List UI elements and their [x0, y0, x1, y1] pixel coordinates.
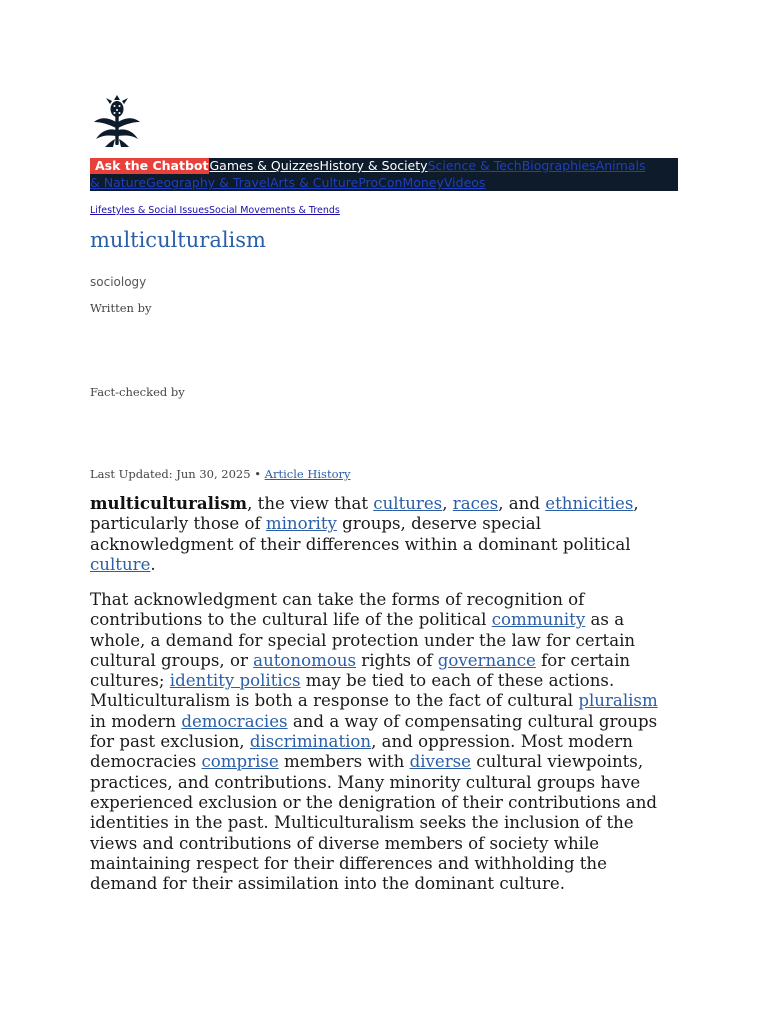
paragraph-text: cultural viewpoints, practices, and contributions. Many minority cultural groups have experienced exclusion or the denigration of their contributions and identities in the past. Multiculturalism seeks the inclusion of the views and contributions of diverse members of society while maintaining respect for their differences and withholding the demand for their assimilation into the dominant culture. [90, 752, 658, 894]
britannica-thistle-logo-icon[interactable] [92, 95, 142, 147]
link-identity-politics[interactable]: identity politics [169, 671, 301, 691]
paragraph-text: in modern [90, 711, 182, 731]
link-cultures[interactable]: cultures [373, 494, 443, 513]
breadcrumb-item-lifestyles-and-social-issues[interactable]: Lifestyles & Social Issues [90, 205, 210, 216]
link-comprise[interactable]: comprise [201, 752, 279, 772]
term-multiculturalism: multiculturalism [90, 493, 248, 513]
paragraph-text: rights of [356, 650, 438, 670]
link-ethnicities[interactable]: ethnicities [545, 494, 634, 513]
link-races[interactable]: races [452, 494, 499, 513]
link-pluralism[interactable]: pluralism [578, 691, 658, 711]
link-minority[interactable]: minority [265, 514, 337, 534]
paragraph-text: and a way of compensating cultural groups for past exclusion, [90, 711, 658, 752]
paragraph-text: , particularly those of [90, 494, 639, 534]
fact-checked-label: Fact-checked by [90, 385, 185, 399]
link-community[interactable]: community [491, 610, 586, 630]
paragraph-text: for certain cultures; [90, 650, 631, 691]
link-diverse[interactable]: diverse [409, 752, 471, 772]
article-paragraph-2 [90, 590, 678, 894]
nav-item-science-and-tech[interactable]: Science & Tech [427, 158, 522, 173]
nav-row-1 [90, 158, 678, 174]
nav-item-procon[interactable]: ProCon [358, 175, 403, 190]
nav-item-ask-the-chatbot[interactable]: Ask the Chatbot [90, 158, 209, 174]
thistle-icon [92, 95, 142, 147]
main-navigation [90, 158, 678, 191]
paragraph-text: That acknowledgment can take the forms of recognition of contributions to the cultural life of the political [90, 590, 585, 630]
link-autonomous[interactable]: autonomous [253, 650, 357, 670]
nav-item-biographies[interactable]: Biographies [521, 158, 596, 173]
paragraph-text: as a whole, a demand for special protection under the law for certain cultural groups, or [90, 610, 636, 670]
link-culture[interactable]: culture [90, 554, 151, 574]
nav-item-and-nature[interactable]: & Nature [90, 175, 147, 190]
nav-item-videos[interactable]: Videos [443, 175, 486, 190]
nav-item-games-and-quizzes[interactable]: Games & Quizzes [209, 158, 320, 173]
paragraph-text: , and [498, 494, 546, 513]
nav-item-geography-and-travel[interactable]: Geography & Travel [146, 175, 270, 190]
breadcrumb-item-social-movements-and-trends[interactable]: Social Movements & Trends [209, 205, 340, 216]
nav-item-money[interactable]: Money [402, 175, 444, 190]
article-topic: sociology [90, 275, 147, 289]
last-updated-text: Last Updated: Jun 30, 2025 • [90, 467, 261, 481]
nav-row-2 [90, 175, 678, 191]
paragraph-text: , [442, 494, 453, 513]
paragraph-text: , the view that [247, 494, 374, 513]
link-democracies[interactable]: democracies [181, 711, 288, 731]
article-paragraph-1 [90, 493, 678, 575]
article-title: multiculturalism [90, 228, 266, 252]
paragraph-text: , and oppression. Most modern democracies [90, 732, 633, 772]
paragraph-text: may be tied to each of these actions. Multiculturalism is both a response to the fact of cultural [90, 671, 615, 711]
last-updated-line [90, 467, 351, 481]
written-by-label: Written by [90, 301, 152, 315]
link-governance[interactable]: governance [437, 650, 536, 670]
link-discrimination[interactable]: discrimination [249, 732, 372, 752]
paragraph-text: groups, deserve special acknowledgment of their differences within a dominant political [90, 514, 631, 554]
article-history-link[interactable]: Article History [264, 467, 351, 481]
paragraph-text: . [150, 554, 156, 574]
nav-item-animals[interactable]: Animals [595, 158, 646, 173]
nav-item-arts-and-culture[interactable]: Arts & Culture [270, 175, 359, 190]
breadcrumb [90, 205, 340, 216]
paragraph-text: members with [278, 752, 410, 772]
nav-item-history-and-society[interactable]: History & Society [319, 158, 428, 173]
